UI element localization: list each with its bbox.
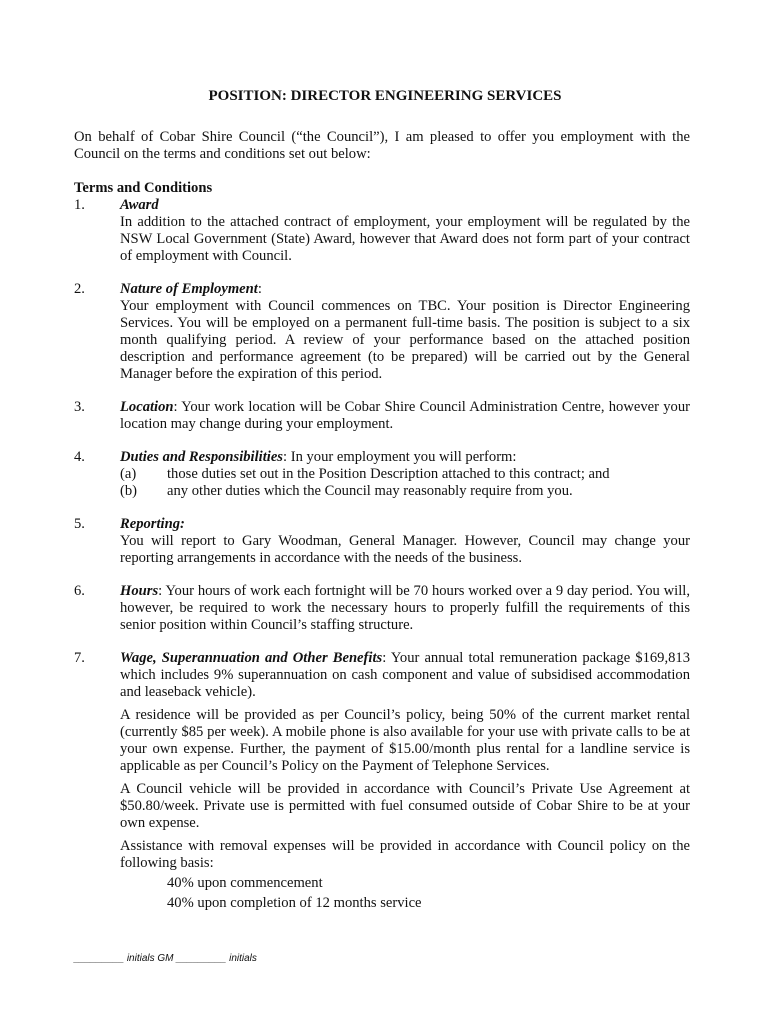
clause-text: : Your hours of work each fortnight will be 70 hours worked over a 9 day period. You will, however, be required to work the necessary hours to properly fulfill the requirements of this senior position within Council’s staffing structure. (120, 583, 690, 633)
clause-number: 4. (74, 449, 85, 465)
clause-heading: Duties and Responsibilities (120, 449, 283, 465)
vehicle-paragraph: A Council vehicle will be provided in accordance with Council’s Private Use Agreement at $50.80/week. Private use is permitted with fuel consumed outside of Cobar Shire to be at your own expense. (120, 781, 690, 831)
clause-text: You will report to Gary Woodman, General Manager. However, Council may change your reporting arrangements in accordance with the needs of the business. (120, 533, 690, 566)
clause-heading-colon: : (257, 281, 262, 297)
intro-paragraph: On behalf of Cobar Shire Council (“the Council”), I am pleased to offer you employment with the Council on the terms and conditions set out below: (74, 129, 690, 162)
clause-number: 3. (74, 399, 85, 415)
clause-number: 6. (74, 583, 85, 599)
clause-heading: Award (120, 197, 159, 213)
clause-number: 1. (74, 197, 85, 213)
clause-text: : Your work location will be Cobar Shire Council Administration Centre, however your location may change during your employment. (120, 399, 690, 432)
clause-number: 5. (74, 516, 85, 532)
clause-heading: Wage, Superannuation and Other Benefits (120, 650, 383, 666)
document-title: POSITION: DIRECTOR ENGINEERING SERVICES (208, 88, 562, 104)
initials-footer: _________ initials GM _________ initials (74, 953, 257, 964)
sub-item-label: (b) (120, 483, 138, 499)
sub-item-text: any other duties which the Council may reasonably require from you. (167, 483, 573, 499)
clause-number: 7. (74, 650, 85, 666)
clause-text: : Your annual total remuneration package $169,813 which includes 9% superannuation on cash component and value of subsidised accommodation and leaseback vehicle). (120, 650, 691, 700)
clause-text: Your employment with Council commences on TBC. Your position is Director Engineering Services. You will be employed on a permanent full-time basis. The position is subject to a six month qualifying period. A review of your performance based on the attached position description and performance agreement (to be prepared) will be carried out by the General Manager before the expiration of this period. (120, 298, 690, 382)
terms-heading: Terms and Conditions (74, 180, 213, 196)
clause-heading: Location (120, 399, 174, 415)
sub-item (120, 483, 690, 500)
removal-list-item: 40% upon commencement (167, 875, 323, 891)
sub-item (120, 466, 690, 483)
removal-paragraph: Assistance with removal expenses will be provided in accordance with Council policy on the following basis: (120, 838, 690, 871)
clause-heading: Reporting: (120, 516, 185, 532)
sub-item-label: (a) (120, 466, 137, 482)
clause-heading: Hours (120, 583, 159, 599)
removal-list-item: 40% upon completion of 12 months service (167, 895, 422, 911)
clause-heading: Nature of Employment (120, 281, 258, 297)
clause-text: In addition to the attached contract of employment, your employment will be regulated by the NSW Local Government (State) Award, however that Award does not form part of your contract of employment with Council. (120, 214, 690, 264)
sub-item-text: those duties set out in the Position Description attached to this contract; and (167, 466, 610, 482)
residence-paragraph: A residence will be provided as per Council’s policy, being 50% of the current market rental (currently $85 per week). A mobile phone is also available for your use with private calls to be at your own expense. Further, the payment of $15.00/month plus rental for a landline service is applicable as per Council’s Policy on the Payment of Telephone Services. (120, 707, 690, 774)
clause-text: : In your employment you will perform: (283, 449, 517, 465)
clause-number: 2. (74, 281, 85, 297)
